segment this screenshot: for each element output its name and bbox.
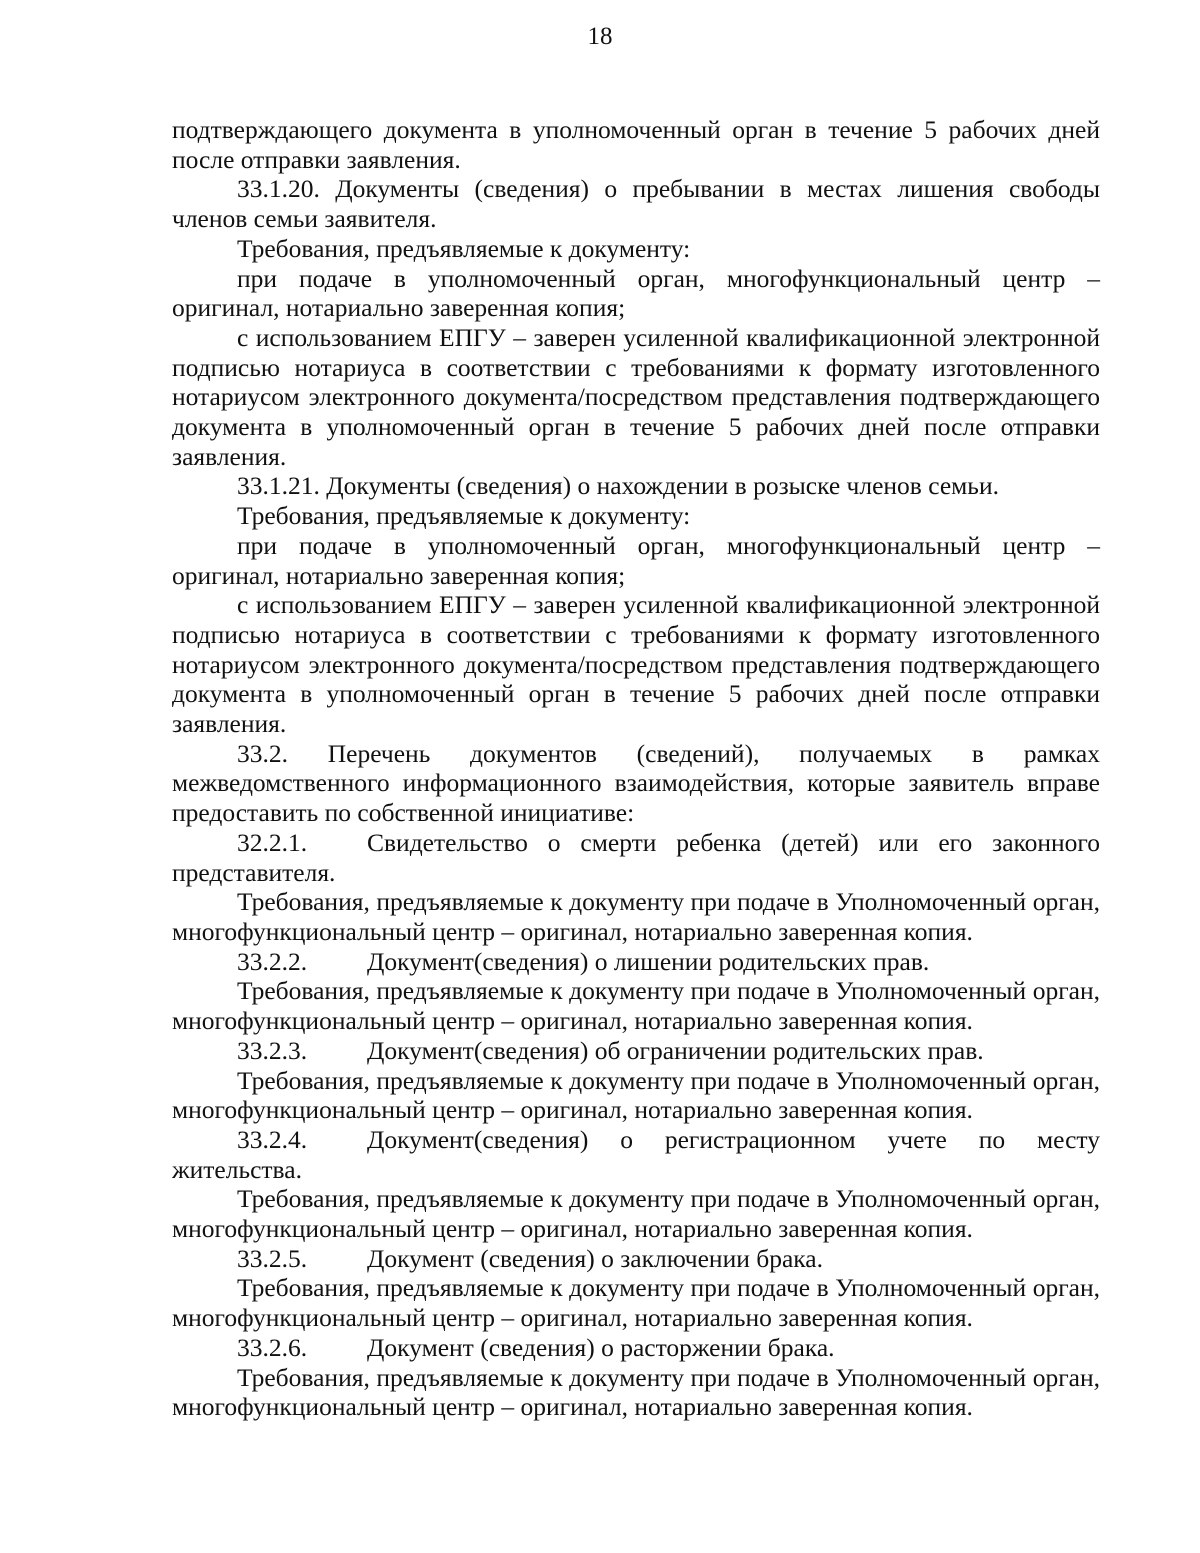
list-item-requirement: Требования, предъявляемые к документу при подаче в Уполномоченный орган, многофункциональный центр – оригинал, нотариально заверенная копия. bbox=[172, 887, 1100, 946]
paragraph-submission-epgu: с использованием ЕПГУ – заверен усиленной квалификационной электронной подписью нотариуса в соответствии с требованиями к формату изготовленного нотариусом электронного документа/посредством представления подтверждающего документа в уполномоченный орган в течение 5 рабочих дней после отправки заявления. bbox=[172, 590, 1100, 739]
document-body bbox=[172, 115, 1100, 1422]
list-item-title bbox=[172, 1244, 1100, 1274]
paragraph-33-1-21: 33.1.21. Документы (сведения) о нахождении в розыске членов семьи. bbox=[237, 471, 999, 501]
list-item-requirement: Требования, предъявляемые к документу при подаче в Уполномоченный орган, многофункциональный центр – оригинал, нотариально заверенная копия. bbox=[172, 1065, 1100, 1125]
list-item-requirement: Требования, предъявляемые к документу при подаче в Уполномоченный орган, многофункциональный центр – оригинал, нотариально заверенная копия. bbox=[172, 1273, 1100, 1333]
list-item-text: Документ(сведения) об ограничении родительских прав. bbox=[367, 1035, 984, 1065]
list-item-text: Документ(сведения) о лишении родительских прав. bbox=[367, 946, 930, 976]
list-item-text: Документ(сведения) о регистрационном учете по месту жительства. bbox=[172, 1124, 1100, 1184]
paragraph-submission-office: при подаче в уполномоченный орган, многофункциональный центр – оригинал, нотариально заверенная копия; bbox=[172, 530, 1100, 590]
list-item-number: 32.2.1. bbox=[237, 827, 308, 857]
paragraph-continuation: подтверждающего документа в уполномоченный орган в течение 5 рабочих дней после отправки заявления. bbox=[172, 115, 1100, 174]
list-item-requirement: Требования, предъявляемые к документу при подаче в Уполномоченный орган, многофункциональный центр – оригинал, нотариально заверенная копия. bbox=[172, 976, 1100, 1036]
list-item-requirement: Требования, предъявляемые к документу при подаче в Уполномоченный орган, многофункциональный центр – оригинал, нотариально заверенная копия. bbox=[172, 1184, 1100, 1244]
list-item-title bbox=[172, 828, 1100, 887]
page-number: 18 bbox=[587, 23, 613, 50]
list-item-title bbox=[172, 1125, 1100, 1184]
list-item-number: 33.2.6. bbox=[237, 1332, 308, 1362]
list-item-requirement: Требования, предъявляемые к документу при подаче в Уполномоченный орган, многофункциональный центр – оригинал, нотариально заверенная копия. bbox=[172, 1362, 1100, 1422]
paragraph-33-1-20: 33.1.20. Документы (сведения) о пребывании в местах лишения свободы членов семьи заявителя. bbox=[172, 174, 1100, 234]
paragraph-33-2-list-intro: 33.2. Перечень документов (сведений), получаемых в рамках межведомственного информационного взаимодействия, которые заявитель вправе предоставить по собственной инициативе: bbox=[172, 738, 1100, 828]
paragraph-submission-office: при подаче в уполномоченный орган, многофункциональный центр – оригинал, нотариально заверенная копия; bbox=[172, 263, 1100, 323]
list-item-title bbox=[172, 947, 1100, 977]
list-item-text: Документ (сведения) о расторжении брака. bbox=[367, 1332, 835, 1362]
list-item-text: Свидетельство о смерти ребенка (детей) или его законного представителя. bbox=[172, 827, 1100, 887]
list-item-number: 33.2.2. bbox=[237, 946, 308, 976]
list-item-title bbox=[172, 1036, 1100, 1066]
paragraph-submission-epgu: с использованием ЕПГУ – заверен усиленной квалификационной электронной подписью нотариуса в соответствии с требованиями к формату изготовленного нотариусом электронного документа/посредством представления подтверждающего документа в уполномоченный орган в течение 5 рабочих дней после отправки заявления. bbox=[172, 322, 1100, 471]
list-item-number: 33.2.3. bbox=[237, 1035, 308, 1065]
list-item-title bbox=[172, 1333, 1100, 1363]
paragraph-requirements: Требования, предъявляемые к документу: bbox=[237, 501, 691, 531]
list-item-number: 33.2.4. bbox=[237, 1124, 308, 1154]
paragraph-requirements: Требования, предъявляемые к документу: bbox=[237, 233, 691, 263]
list-item-text: Документ (сведения) о заключении брака. bbox=[367, 1243, 823, 1273]
list-item-number: 33.2.5. bbox=[237, 1243, 308, 1273]
